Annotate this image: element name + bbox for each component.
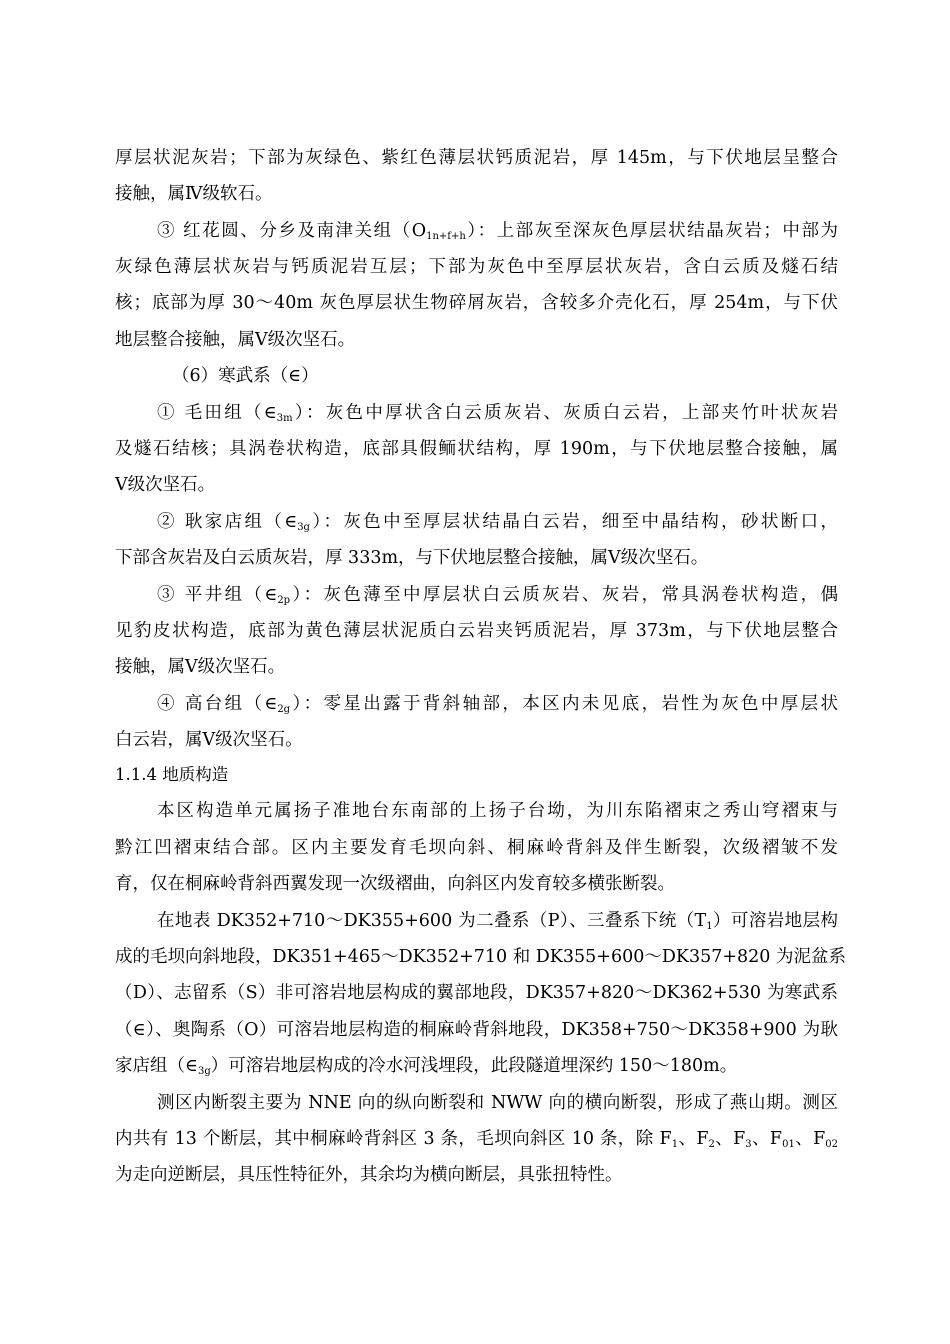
text-line: 接触，属Ⅴ级次坚石。 <box>115 657 286 677</box>
text-line: 核；底部为厚 30～40m 灰色厚层状生物碎屑灰岩，含较多介壳化石，厚 254m，与下伏 <box>115 293 838 313</box>
text-line: 育，仅在桐麻岭背斜西翼发现一次级褶曲，向斜区内发育较多横张断裂。 <box>115 874 675 894</box>
text-line: 及燧石结核；具涡卷状构造，底部具假鲕状结构，厚 190m，与下伏地层整合接触，属 <box>115 439 838 459</box>
text-line: 黔江凹褶束结合部。区内主要发育毛坝向斜、桐麻岭背斜及伴生断裂，次级褶皱不发 <box>115 838 838 858</box>
text-line: ③ 红花圆、分乡及南津关组$(O_{1n+f+h})$：上部灰至深灰色厚层状结晶灰岩；中部为 <box>157 221 838 242</box>
text-line: （D）、志留系（S）非可溶岩地层构成的翼部地段，DK357+820～DK362+530 为寒武系 <box>115 983 838 1003</box>
text-line: 地层整合接触，属Ⅴ级次坚石。 <box>115 330 356 350</box>
text-line: 为走向逆断层，具压性特征外，其余均为横向断层，具张扭特性。 <box>115 1165 623 1185</box>
text-line: ③ 平井组$(\in_{2p})$：灰色薄至中厚层状白云质灰岩、灰岩，常具涡卷状构造，偶 <box>157 585 838 606</box>
text-line: 内共有 13 个断层，其中桐麻岭背斜区 3 条，毛坝向斜区 10 条，除 $F_1$、$F_2$、$F_3$、$F_{01}$、$F_{02}$ <box>115 1129 838 1150</box>
text-line: 本区构造单元属扬子准地台东南部的上扬子台坳，为川东陷褶束之秀山穹褶束与 <box>157 801 838 821</box>
text-line: 测区内断裂主要为 NNE 向的纵向断裂和 NWW 向的横向断裂，形成了燕山期。测区 <box>157 1093 838 1113</box>
text-line: （∈）、奥陶系（O）可溶岩地层构造的桐麻岭背斜地段，DK358+750～DK358+900 为耿 <box>115 1020 838 1040</box>
text-line: ② 耿家店组$(\in_{3g})$：灰色中至厚层状结晶白云岩，细至中晶结构，砂状断口， <box>157 512 838 533</box>
text-line: 在地表 DK352+710～DK355+600 为二叠系（P）、三叠系下统$(T_1)$可溶岩地层构 <box>157 911 839 932</box>
text-line: Ⅴ级次坚石。 <box>115 475 216 495</box>
text-line: 成的毛坝向斜地段，DK351+465～DK352+710 和 DK355+600～DK357+820 为泥盆系 <box>115 947 846 967</box>
text-line: 灰绿色薄层状灰岩与钙质泥岩互层；下部为灰色中至厚层状灰岩，含白云质及燧石结 <box>115 257 838 277</box>
text-line: 家店组$(\in_{3g})$可溶岩地层构成的冷水河浅埋段，此段隧道埋深约 150～180m。 <box>115 1056 738 1077</box>
text-line: 白云岩，属Ⅴ级次坚石。 <box>115 730 303 750</box>
text-line: ① 毛田组$(\in_{3m})$：灰色中厚状含白云质灰岩、灰质白云岩，上部夹竹叶状灰岩 <box>157 403 838 424</box>
text-line: 厚层状泥灰岩；下部为灰绿色、紫红色薄层状钙质泥岩，厚 145m，与下伏地层呈整合 <box>115 148 838 168</box>
section-heading: 1.1.4 地质构造 <box>115 765 229 784</box>
section-heading: （6）寒武系（∈） <box>172 366 319 386</box>
text-line: 见豹皮状构造，底部为黄色薄层状泥质白云岩夹钙质泥岩，厚 373m，与下伏地层整合 <box>115 621 838 641</box>
text-line: 接触，属Ⅳ级软石。 <box>115 184 273 204</box>
text-line: ④ 高台组$(\in_{2g})$：零星出露于背斜轴部，本区内未见底，岩性为灰色中厚层状 <box>157 694 838 715</box>
text-line: 下部含灰岩及白云质灰岩，厚 333m，与下伏地层整合接触，属Ⅴ级次坚石。 <box>115 548 709 568</box>
